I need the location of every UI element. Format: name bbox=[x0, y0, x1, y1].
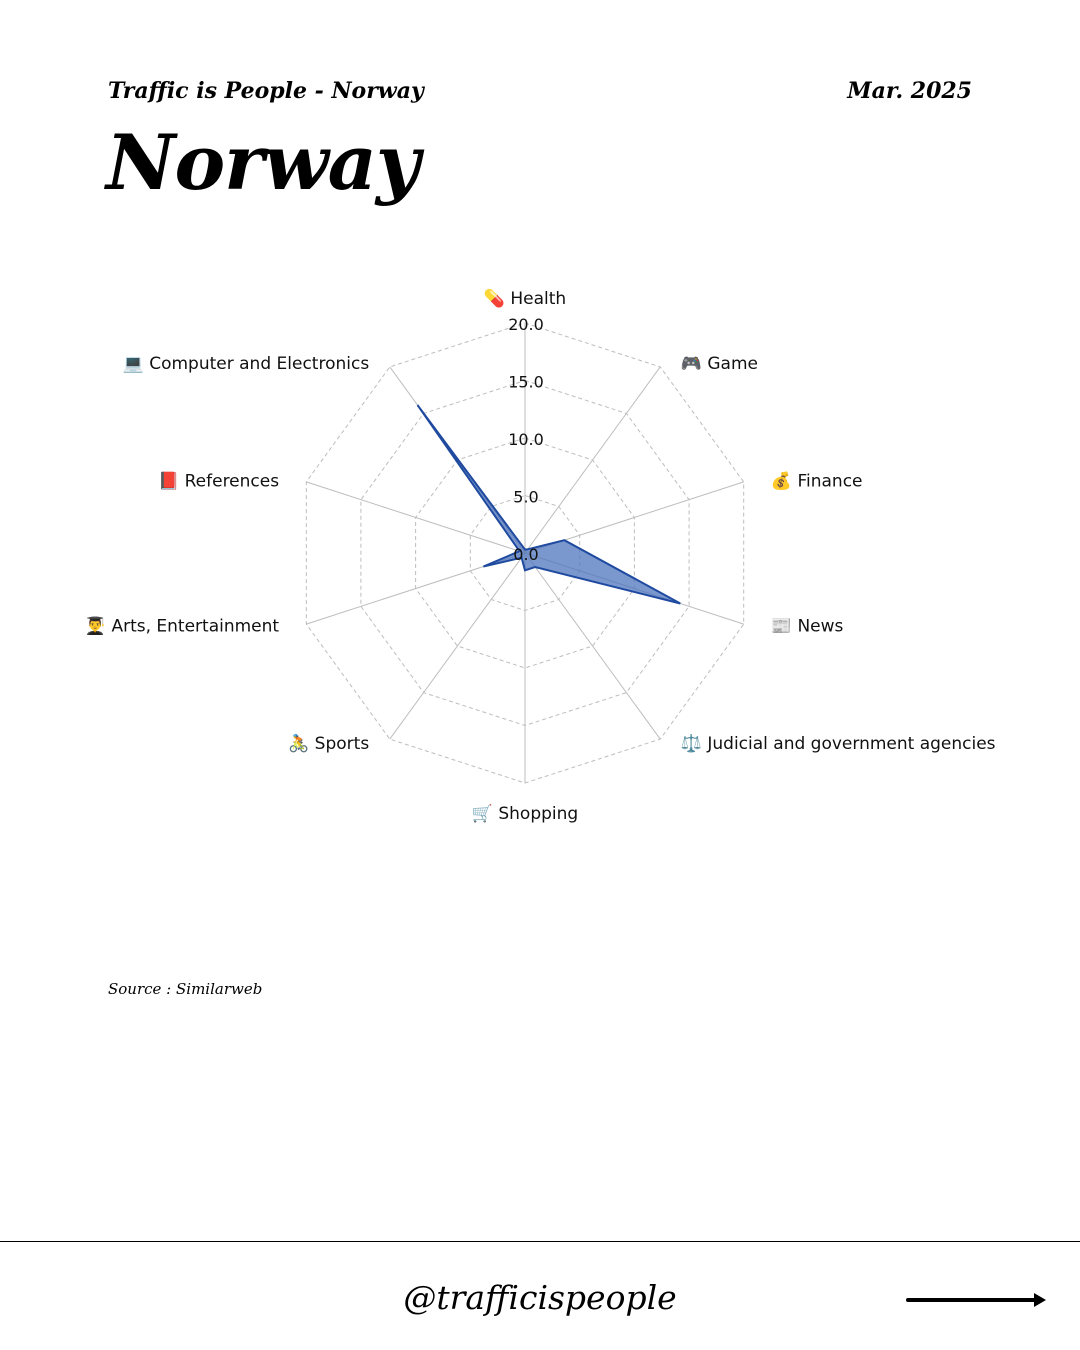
tick-label: 0.0 bbox=[513, 545, 539, 564]
page-title: Norway bbox=[106, 118, 420, 207]
category-label-arts-entertainment: 👨‍🎓 Arts, Entertainment bbox=[84, 616, 280, 637]
category-label-judicial-and-government-agencies: ⚖️ Judicial and government agencies bbox=[680, 734, 996, 755]
category-label-shopping: 🛒 Shopping bbox=[471, 804, 579, 824]
arrow-right-icon[interactable] bbox=[906, 1288, 1050, 1312]
category-label-computer-and-electronics: 💻 Computer and Electronics bbox=[122, 353, 370, 374]
grid-spoke bbox=[390, 553, 525, 739]
series-area bbox=[418, 405, 681, 603]
report-date: Mar. 2025 bbox=[847, 78, 972, 104]
tick-label: 10.0 bbox=[508, 430, 544, 449]
tick-label: 15.0 bbox=[508, 372, 544, 392]
radar-tick-labels bbox=[508, 315, 544, 564]
category-label-references: 📕 References bbox=[158, 471, 280, 492]
tick-label: 5.0 bbox=[513, 487, 539, 507]
grid-spoke bbox=[306, 482, 525, 553]
radar-chart bbox=[0, 270, 1080, 850]
radar-series bbox=[417, 405, 680, 603]
source-note: Source : Similarweb bbox=[108, 980, 263, 998]
footer-divider bbox=[0, 1241, 1080, 1242]
category-label-finance: 💰 Finance bbox=[770, 471, 863, 492]
category-label-news: 📰 News bbox=[770, 616, 844, 637]
category-label-health: 💊 Health bbox=[483, 289, 567, 309]
category-label-sports: 🚴 Sports bbox=[288, 734, 370, 755]
series-title: Traffic is People - Norway bbox=[108, 78, 424, 104]
grid-spoke bbox=[525, 367, 660, 553]
tick-label: 20.0 bbox=[508, 315, 544, 334]
account-handle: @trafficispeople bbox=[403, 1278, 677, 1317]
category-label-game: 🎮 Game bbox=[680, 353, 758, 374]
